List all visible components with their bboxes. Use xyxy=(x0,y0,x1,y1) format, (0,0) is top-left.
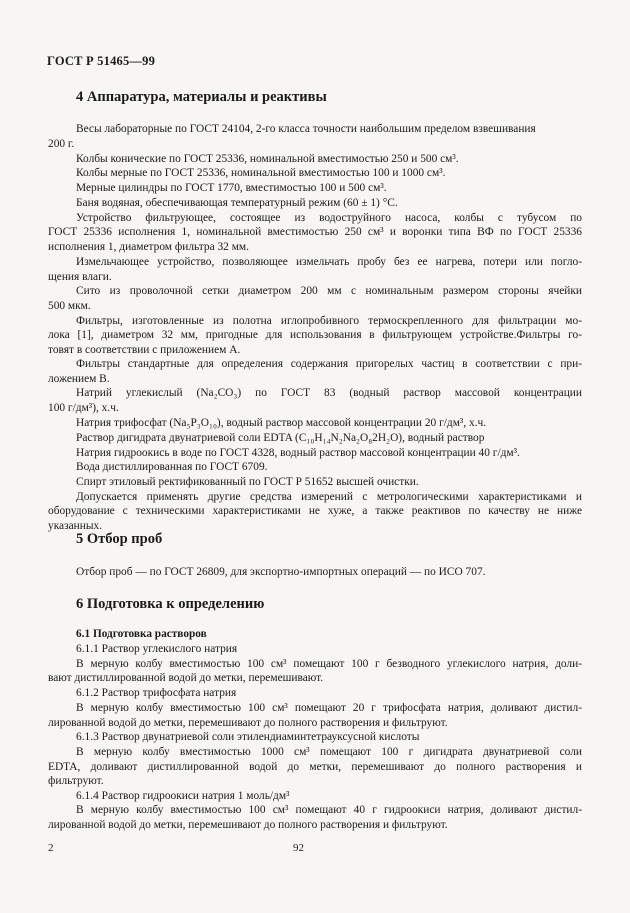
paragraph-line: В мерную колбу вместимостью 100 см³ помещают 20 г трифосфата натрия, доливают дистил- xyxy=(76,702,582,714)
paragraph-line: Сито из проволочной сетки диаметром 200 мм с номинальным размером стороны ячейки xyxy=(76,285,582,297)
paragraph-line: Допускается применять другие средства измерений с метрологическими характеристиками и xyxy=(76,491,582,503)
paragraph-line: Натрий углекислый (Na₂CO₃) по ГОСТ 83 (водный раствор массовой концентрации xyxy=(76,387,582,399)
paragraph-line: ГОСТ 25336 исполнения 1, номинальной вместимостью 250 см³ и воронки типа ВФ по ГОСТ 25336 xyxy=(48,226,582,238)
subsection-title: 6.1 Подготовка растворов xyxy=(76,628,207,640)
paragraph-line: 6.1.2 Раствор трифосфата натрия xyxy=(76,687,237,699)
paragraph-line: Устройство фильтрующее, состоящее из водоструйного насоса, колбы с тубусом по xyxy=(76,212,582,224)
paragraph-line: 6.1.4 Раствор гидроокиси натрия 1 моль/дм³ xyxy=(76,790,290,802)
paragraph-line: Спирт этиловый ректификованный по ГОСТ Р 51652 высшей очистки. xyxy=(76,476,419,488)
paragraph-line: В мерную колбу вместимостью 100 см³ помещают 100 г безводного углекислого натрия, доли- xyxy=(76,658,582,670)
section-6-title: 6 Подготовка к определению xyxy=(76,596,265,612)
paragraph-line: Баня водяная, обеспечивающая температурный режим (60 ± 1) °С. xyxy=(76,197,398,209)
paragraph-line: оборудование с техническими характеристиками не хуже, а также реактивов по качеству не ниже xyxy=(48,505,582,517)
paragraph-line: 6.1.3 Раствор двунатриевой соли этилендиаминтетрауксусной кислоты xyxy=(76,731,420,743)
paragraph-line: щения влаги. xyxy=(48,271,112,283)
paragraph-line: Отбор проб — по ГОСТ 26809, для экспортно-импортных операций — по ИСО 707. xyxy=(76,566,486,578)
paragraph-line: Весы лабораторные по ГОСТ 24104, 2-го класса точности наибольшим пределом взвешивания xyxy=(76,123,536,135)
paragraph-line: EDTA, доливают дистиллированной водой до метки, перемешивают до полного растворения и xyxy=(48,761,582,773)
paragraph-line: Натрия трифосфат (Na₅P₃O₁₀), водный раствор массовой концентрации 20 г/дм³, х.ч. xyxy=(76,417,487,429)
paragraph-line: Вода дистиллированная по ГОСТ 6709. xyxy=(76,461,268,473)
paragraph-line: Колбы конические по ГОСТ 25336, номинальной вместимостью 250 и 500 см³. xyxy=(76,153,459,165)
page-number-center: 92 xyxy=(293,842,304,854)
paragraph-line: фильтруют. xyxy=(48,775,104,787)
paragraph-line: Фильтры, изготовленные из полотна иглопробивного термоскрепленного для фильтрации мо- xyxy=(76,315,582,327)
paragraph-line: 500 мкм. xyxy=(48,300,91,312)
paragraph-line: Измельчающее устройство, позволяющее измельчать пробу без ее нагрева, потери или погло- xyxy=(76,256,582,268)
document-header: ГОСТ Р 51465—99 xyxy=(47,54,156,68)
paragraph-line: ложением В. xyxy=(48,373,110,385)
paragraph-line: указанных. xyxy=(48,520,103,532)
paragraph-line: В мерную колбу вместимостью 100 см³ помещают 40 г гидроокиси натрия, доливают дистил- xyxy=(76,804,582,816)
paragraph-line: лированной водой до метки, перемешивают до полного растворения и фильтруют. xyxy=(48,717,448,729)
paragraph-line: Мерные цилиндры по ГОСТ 1770, вместимостью 100 и 500 см³. xyxy=(76,182,387,194)
paragraph-line: В мерную колбу вместимостью 1000 см³ помещают 100 г дигидрата двунатриевой соли xyxy=(76,746,582,758)
paragraph-line: Колбы мерные по ГОСТ 25336, номинальной вместимостью 100 и 1000 см³. xyxy=(76,167,446,179)
paragraph-line: Натрия гидроокись в воде по ГОСТ 4328, водный раствор массовой концентрации 40 г/дм³. xyxy=(76,447,520,459)
paragraph-line: 200 г. xyxy=(48,138,75,150)
paragraph-line: лока [1], диаметром 32 мм, пригодные для использования в фильтрующем устройстве.Фильтры го- xyxy=(48,329,582,341)
paragraph-line: 6.1.1 Раствор углекислого натрия xyxy=(76,643,238,655)
section-4-title: 4 Аппаратура, материалы и реактивы xyxy=(76,89,327,105)
paragraph-line: исполнения 1, диаметром фильтра 32 мм. xyxy=(48,241,249,253)
paragraph-line: 100 г/дм³), х.ч. xyxy=(48,402,119,414)
section-5-title: 5 Отбор проб xyxy=(76,531,163,547)
paragraph-line: Фильтры стандартные для определения содержания пригорелых частиц в соответствии с при- xyxy=(76,358,582,370)
paragraph-line: товят в соответствии с приложением А. xyxy=(48,344,241,356)
paragraph-line: Раствор дигидрата двунатриевой соли EDTA (C₁₀H₁₄N₂Na₂O₈2H₂O), водный раствор xyxy=(76,432,485,444)
paragraph-line: вают дистиллированной водой до метки, перемешивают. xyxy=(48,672,324,684)
page-number-left: 2 xyxy=(48,842,54,854)
paragraph-line: лированной водой до метки, перемешивают до полного растворения и фильтруют. xyxy=(48,819,448,831)
